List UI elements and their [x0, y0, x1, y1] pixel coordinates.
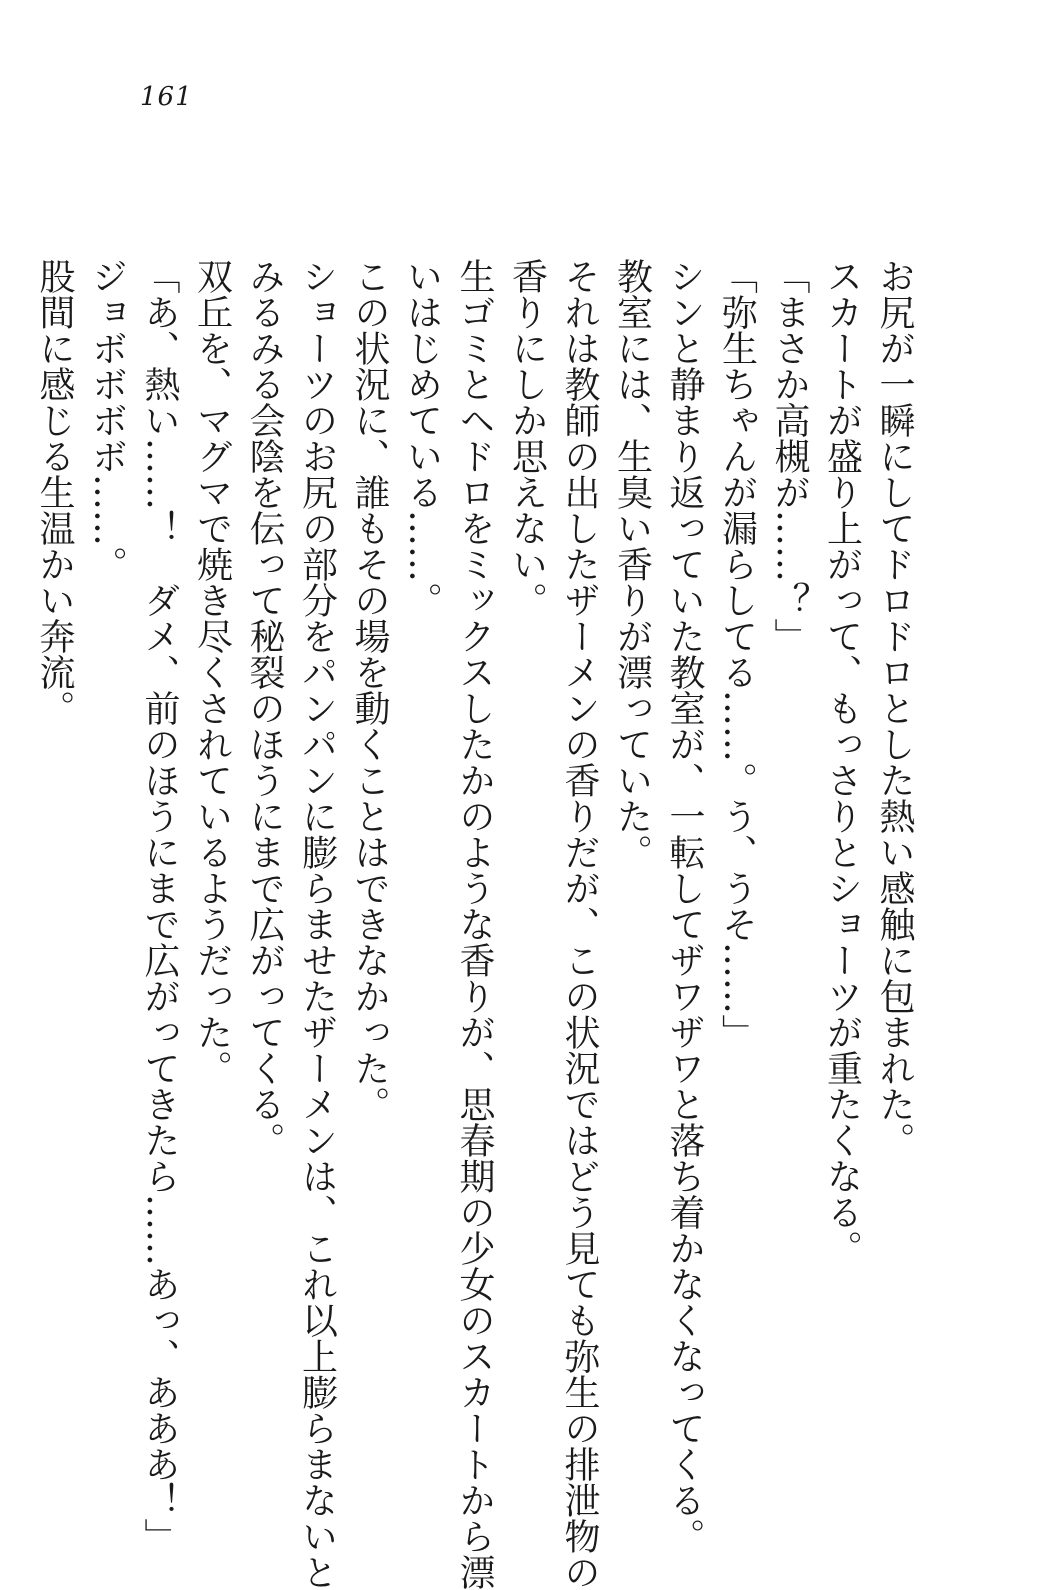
text-line: 双丘を、マグマで焼き尽くされているようだった。 — [191, 258, 233, 1086]
text-line: お尻が一瞬にしてドロドロとした熱い感触に包まれた。 — [874, 258, 915, 1158]
text-line: この状況に、誰もその場を動くことはできなかった。 — [349, 258, 390, 1122]
text-line: ショーツのお尻の部分をパンパンに膨らませたザーメンは、これ以上膨らまないと — [296, 258, 338, 1590]
text-line: 教室には、生臭い香りが漂っていた。 — [611, 258, 653, 870]
text-line: みるみる会陰を伝って秘裂のほうにまで広がってくる。 — [244, 258, 285, 1158]
text-line: それは教師の出したザーメンの香りだが、この状況ではどう見ても弥生の排泄物の — [559, 258, 600, 1590]
text-line: 股間に感じる生温かい奔流。 — [34, 258, 75, 726]
page-number: 161 — [140, 82, 193, 112]
text-line: シンと静まり返っていた教室が、一転してザワザワと落ち着かなくなってくる。 — [664, 258, 705, 1554]
text-line: 「あ、熱い……！ ダメ、前のほうにまで広がってきたら……あっ、あああ！」 — [139, 258, 180, 1554]
text-line: 「まさか高槻が……？」 — [769, 258, 810, 654]
text-line: 生ゴミとヘドロをミックスしたかのような香りが、思春期の少女のスカートから漂 — [454, 258, 495, 1590]
text-line: ジョボボボボ……。 — [86, 258, 128, 582]
text-line: 香りにしか思えない。 — [506, 258, 548, 618]
text-line: いはじめている……。 — [401, 258, 443, 618]
text-line: 「弥生ちゃんが漏らしてる……。う、うそ……」 — [716, 258, 758, 1050]
text-line: スカートが盛り上がって、もっさりとショーツが重たくなる。 — [821, 258, 863, 1266]
body-text — [28, 258, 921, 1590]
